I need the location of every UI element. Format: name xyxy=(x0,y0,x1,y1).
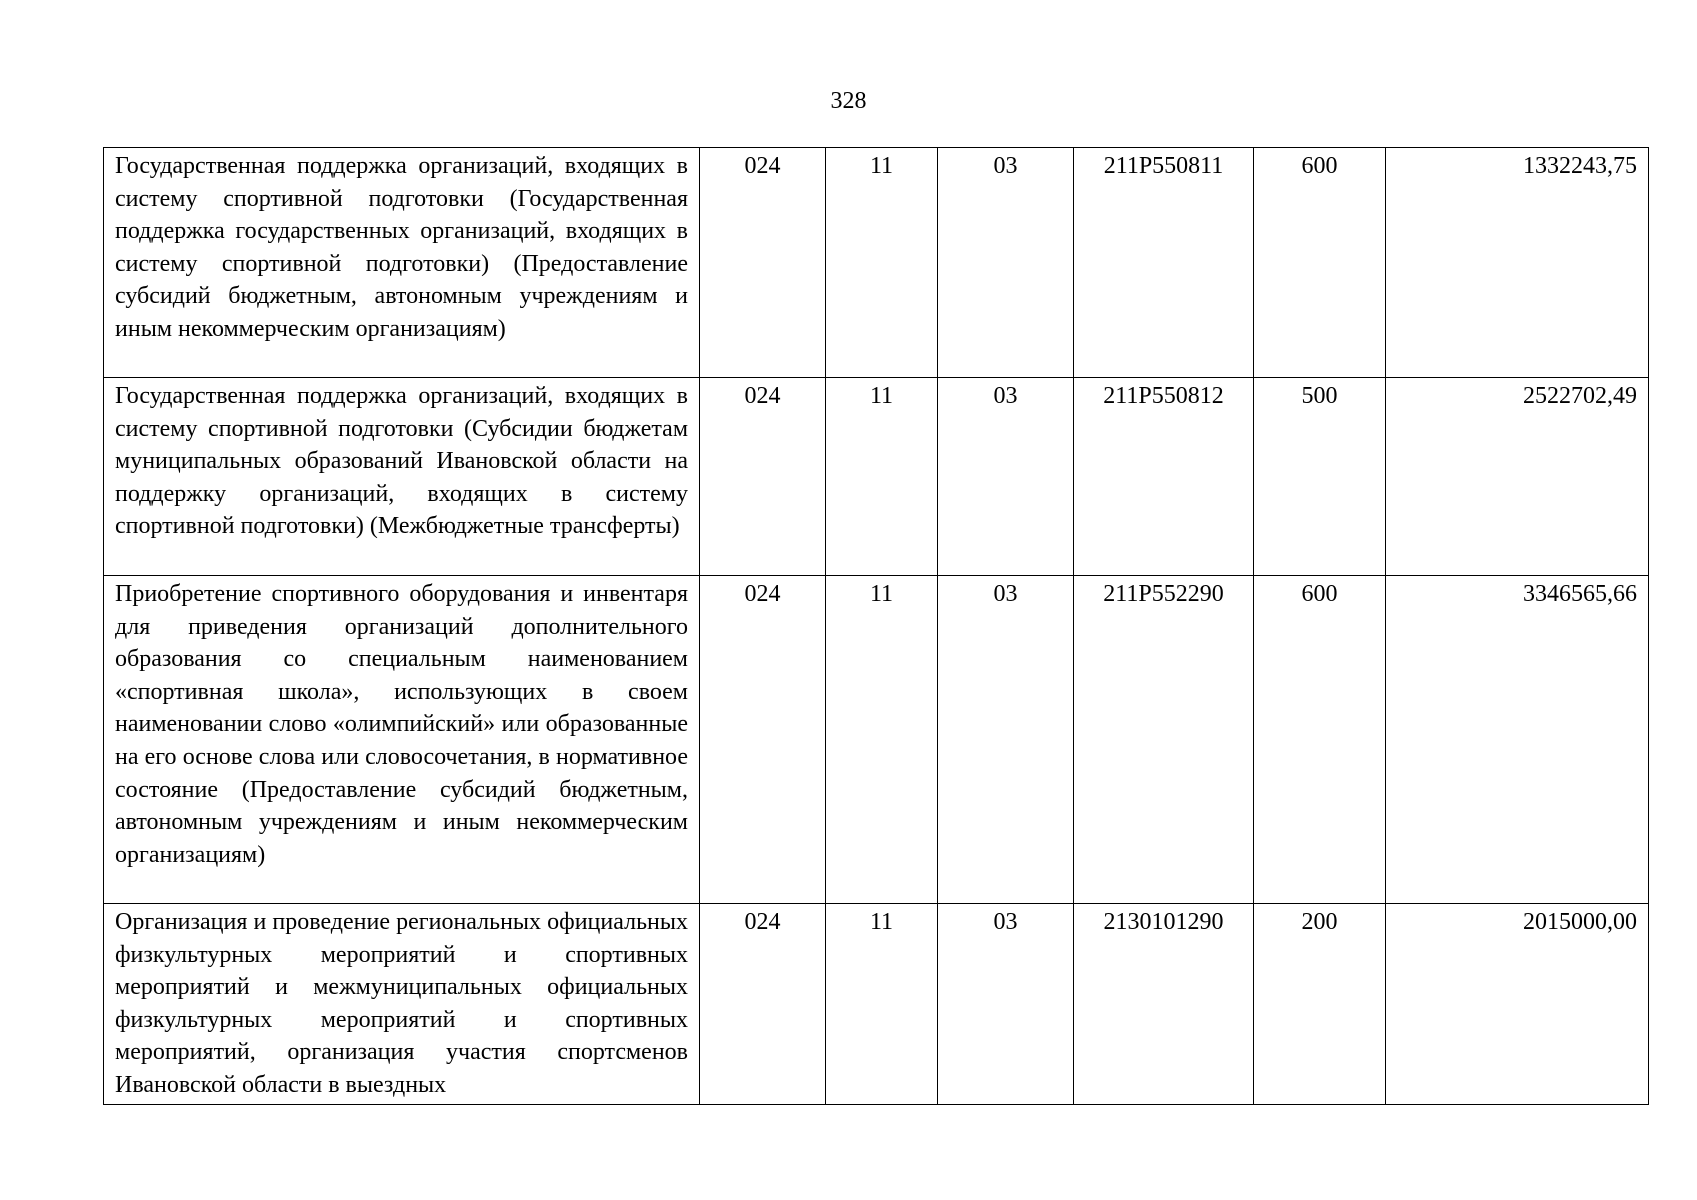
expense-type-code: 600 xyxy=(1254,148,1386,378)
amount: 2015000,00 xyxy=(1386,904,1649,1105)
section-code: 11 xyxy=(826,148,938,378)
target-article-code: 211Р550812 xyxy=(1074,378,1254,576)
expense-type-code: 500 xyxy=(1254,378,1386,576)
amount: 2522702,49 xyxy=(1386,378,1649,576)
ministry-code: 024 xyxy=(700,904,826,1105)
target-article-code: 211Р552290 xyxy=(1074,576,1254,904)
target-article-code: 211Р550811 xyxy=(1074,148,1254,378)
row-description: Организация и проведение региональных официальных физкультурных мероприятий и спортивных мероприятий и межмуниципальных официальных физкультурных мероприятий и спортивных мероприятий, организация участия спортсменов Ивановской области в выездных xyxy=(104,904,700,1105)
ministry-code: 024 xyxy=(700,576,826,904)
section-code: 11 xyxy=(826,904,938,1105)
table-row xyxy=(104,904,1649,1105)
target-article-code: 2130101290 xyxy=(1074,904,1254,1105)
section-code: 11 xyxy=(826,576,938,904)
subsection-code: 03 xyxy=(938,904,1074,1105)
table-row xyxy=(104,378,1649,576)
section-code: 11 xyxy=(826,378,938,576)
row-description: Приобретение спортивного оборудования и инвентаря для приведения организаций дополнительного образования со специальным наименованием «спортивная школа», использующих в своем наименовании слово «олимпийский» или образованные на его основе слова или словосочетания, в нормативное состояние (Предоставление субсидий бюджетным, автономным учреждениям и иным некоммерческим организациям) xyxy=(104,576,700,904)
budget-table xyxy=(103,147,1649,1105)
subsection-code: 03 xyxy=(938,378,1074,576)
page-number: 328 xyxy=(830,88,867,114)
table-row xyxy=(104,148,1649,378)
amount: 3346565,66 xyxy=(1386,576,1649,904)
ministry-code: 024 xyxy=(700,148,826,378)
expense-type-code: 200 xyxy=(1254,904,1386,1105)
expense-type-code: 600 xyxy=(1254,576,1386,904)
row-description: Государственная поддержка организаций, входящих в систему спортивной подготовки (Государственная поддержка государственных организаций, входящих в систему спортивной подготовки) (Предоставление субсидий бюджетным, автономным учреждениям и иным некоммерческим организациям) xyxy=(104,148,700,378)
subsection-code: 03 xyxy=(938,148,1074,378)
row-description: Государственная поддержка организаций, входящих в систему спортивной подготовки (Субсидии бюджетам муниципальных образований Ивановской области на поддержку организаций, входящих в систему спортивной подготовки) (Межбюджетные трансферты) xyxy=(104,378,700,576)
table-row xyxy=(104,576,1649,904)
ministry-code: 024 xyxy=(700,378,826,576)
subsection-code: 03 xyxy=(938,576,1074,904)
amount: 1332243,75 xyxy=(1386,148,1649,378)
